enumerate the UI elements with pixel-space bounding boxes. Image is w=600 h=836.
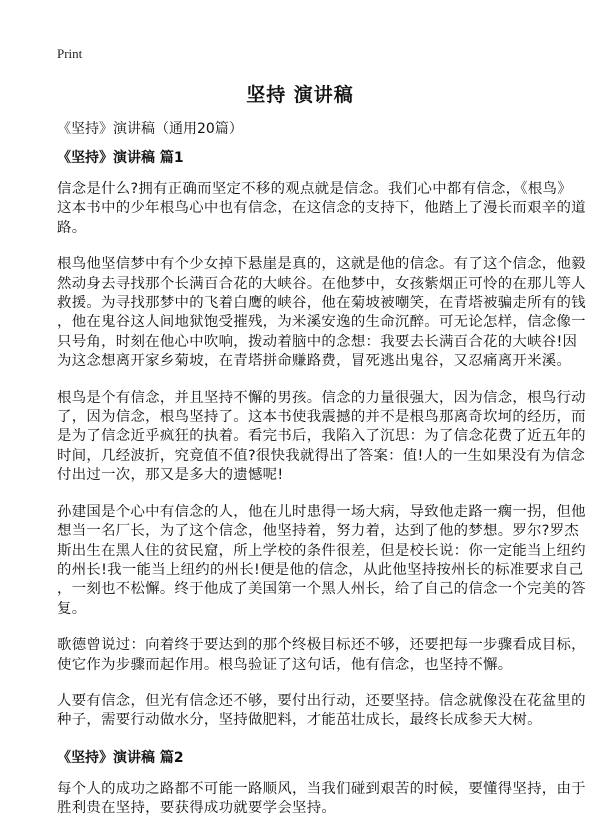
paragraph-line: 种子，需要行动做水分，坚持做肥料，才能茁壮成长，最终长成参天大树。 xyxy=(57,712,542,729)
paragraph xyxy=(57,692,586,731)
paragraph xyxy=(57,389,586,486)
paragraph-line: 斯出生在黑人住的贫民窟，所上学校的条件很差，但是校长说：你一定能当上纽约 xyxy=(57,542,586,559)
paragraph xyxy=(57,780,586,819)
paragraph-line: 是为了信念近乎疯狂的执着。看完书后，我陷入了沉思：为了信念花费了近五年的 xyxy=(57,428,586,445)
paragraph xyxy=(57,503,586,619)
paragraph-line: ，他在鬼谷这人间地狱饱受摧残，为米溪安逸的生命沉醉。可无论怎样，信念像一 xyxy=(57,314,586,331)
paragraph-line: 每个人的成功之路都不可能一路顺风，当我们碰到艰苦的时候，要懂得坚持，由于 xyxy=(57,780,586,797)
section-heading: 《坚持》演讲稿 篇1 xyxy=(57,150,184,166)
paragraph-line: ，一刻也不松懈。终于他成了美国第一个黑人州长，给了自己的信念一个完美的答 xyxy=(57,581,586,598)
paragraph-line: 只号角，时刻在他心中吹响，拨动着脑中的念想：我要去长满百合花的大峡谷!因 xyxy=(57,333,578,350)
paragraph-line: 根鸟是个有信念，并且坚持不懈的男孩。信念的力量很强大，因为信念，根鸟行动 xyxy=(57,389,586,406)
paragraph-line: 路。 xyxy=(57,219,87,236)
paragraph-line: 时间，几经波折，究竟值不值?很快我就得出了答案：值!人的一生如果没有为信念 xyxy=(57,447,586,464)
paragraph-line: 孙建国是个心中有信念的人，他在儿时患得一场大病，导致他走路一瘸一拐，但他 xyxy=(57,503,586,520)
paragraph-line: 歌德曾说过：向着终于要达到的那个终极目标还不够，还要把每一步骤看成目标， xyxy=(57,637,586,654)
document-subtitle: 《坚持》演讲稿（通用20篇） xyxy=(57,121,243,137)
paragraph-line: 这本书中的少年根鸟心中也有信念，在这信念的支持下，他踏上了漫长而艰辛的道 xyxy=(57,200,586,217)
paragraph-line: 根鸟他坚信梦中有个少女掉下悬崖是真的，这就是他的信念。有了这个信念，他毅 xyxy=(57,256,586,273)
paragraph xyxy=(57,255,586,371)
paragraph-line: 救援。为寻找那梦中的飞着白鹰的峡谷，他在菊坡被嘲笑，在青塔被骗走所有的钱 xyxy=(57,295,586,312)
paragraph-line: 胜利贵在坚持，要获得成功就要学会坚持。 xyxy=(57,800,337,817)
print-link[interactable]: Print xyxy=(57,46,83,61)
section-heading: 《坚持》演讲稿 篇2 xyxy=(57,749,184,766)
paragraph xyxy=(57,636,586,675)
paragraph-line: 人要有信念，但光有信念还不够，要付出行动，还要坚持。信念就像没在花盆里的 xyxy=(57,692,586,709)
paragraph-line: 的州长!我一能当上纽约的州长!便是他的信念，从此他坚持按州长的标准要求自己 xyxy=(57,561,584,578)
paragraph-line: 为这念想离开家乡菊坡，在青塔拼命赚路费，冒死逃出鬼谷，又忍痛离开米溪。 xyxy=(57,353,572,370)
paragraph-line: 了，因为信念，根鸟坚持了。这本书使我震撼的并不是根鸟那离奇坎坷的经历，而 xyxy=(57,409,586,426)
document-body xyxy=(57,148,586,836)
paragraph-line: 使它作为步骤而起作用。根鸟验证了这句话，他有信念，也坚持不懈。 xyxy=(57,656,513,673)
paragraph-line: 想当一名厂长，为了这个信念，他坚持着，努力着，达到了他的梦想。罗尔?罗杰 xyxy=(57,523,580,540)
paragraph-line: 付出过一次，那又是多大的遗憾呢! xyxy=(57,467,284,484)
paragraph-line: 复。 xyxy=(57,600,87,617)
paragraph-line: 然动身去寻找那个长满百合花的大峡谷。在他梦中，女孩紫烟正可怜的在那儿等人 xyxy=(57,275,586,292)
paragraph-line: 信念是什么?拥有正确而坚定不移的观点就是信念。我们心中都有信念，《根鸟》 xyxy=(57,181,572,197)
document-title: 坚持 演讲稿 xyxy=(246,84,354,106)
paragraph xyxy=(57,180,586,238)
